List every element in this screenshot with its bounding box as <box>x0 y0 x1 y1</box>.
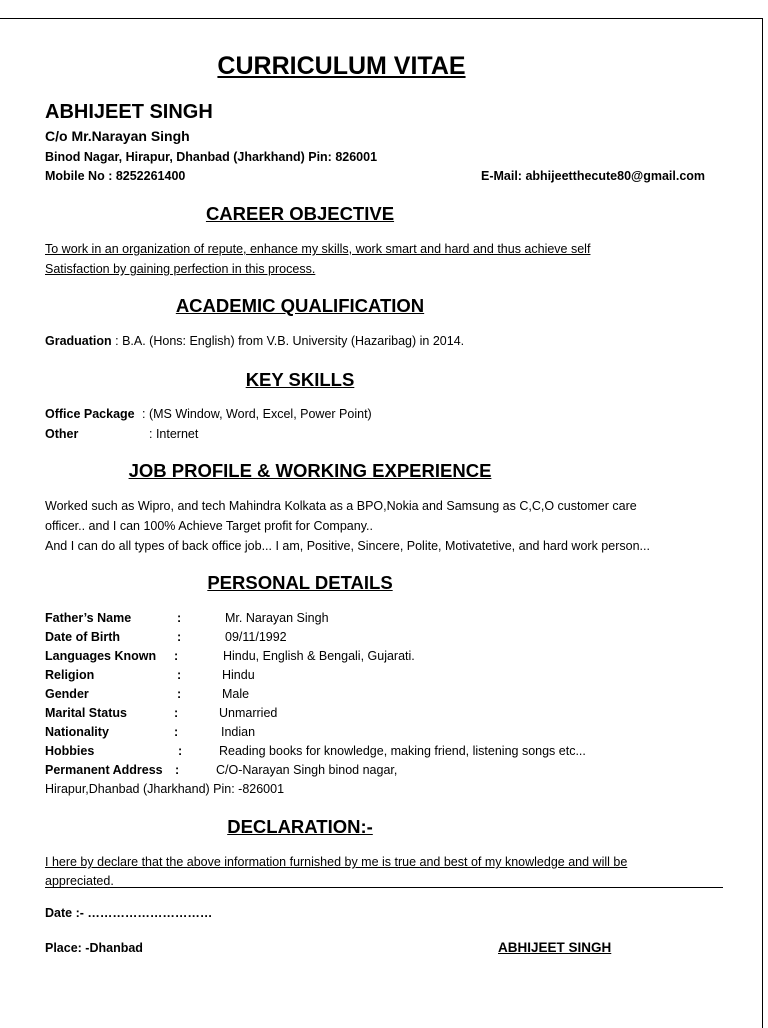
skill-value: : Internet <box>149 427 199 441</box>
detail-colon: : <box>177 630 182 644</box>
job-profile-heading: JOB PROFILE & WORKING EXPERIENCE <box>128 460 492 481</box>
place-field: Place: -Dhanbad <box>45 941 143 955</box>
address-continuation: Hirapur,Dhanbad (Jharkhand) Pin: -826001 <box>45 782 285 796</box>
experience-line-1: Worked such as Wipro, and tech Mahindra Kolkata as a BPO,Nokia and Samsung as C,C,O customer care <box>45 499 637 513</box>
detail-colon: : <box>175 763 180 777</box>
detail-colon: : <box>174 649 179 663</box>
key-skills-heading: KEY SKILLS <box>245 369 355 390</box>
detail-colon: : <box>177 687 182 701</box>
detail-colon: : <box>174 706 179 720</box>
detail-value: C/O-Narayan Singh binod nagar, <box>216 763 398 777</box>
signature-name: ABHIJEET SINGH <box>498 940 612 955</box>
detail-label: Father’s Name <box>45 611 132 625</box>
detail-colon: : <box>174 725 179 739</box>
detail-label: Marital Status <box>45 706 127 720</box>
detail-label: Languages Known <box>45 649 157 663</box>
detail-value: Reading books for knowledge, making friend, listening songs etc... <box>219 744 586 758</box>
mobile-number: Mobile No : 8252261400 <box>45 169 186 183</box>
detail-value: 09/11/1992 <box>225 630 287 644</box>
personal-details-heading: PERSONAL DETAILS <box>207 572 393 593</box>
detail-colon: : <box>177 611 182 625</box>
graduation-row <box>45 334 464 348</box>
detail-colon: : <box>177 668 182 682</box>
detail-label: Religion <box>45 668 95 682</box>
detail-value: Unmarried <box>219 706 278 720</box>
detail-value: Indian <box>221 725 256 739</box>
declaration-rule <box>45 887 723 888</box>
detail-label: Permanent Address <box>45 763 163 777</box>
detail-label: Date of Birth <box>45 630 120 644</box>
skill-label: Other <box>45 427 79 441</box>
detail-value: Hindu, English & Bengali, Gujarati. <box>223 649 415 663</box>
date-field: Date :- ………………………… <box>45 906 213 920</box>
detail-value: Mr. Narayan Singh <box>225 611 329 625</box>
academic-qualification-heading: ACADEMIC QUALIFICATION <box>175 295 425 316</box>
address: Binod Nagar, Hirapur, Dhanbad (Jharkhand) Pin: 826001 <box>45 150 378 164</box>
detail-colon: : <box>178 744 183 758</box>
graduation-label: Graduation <box>45 334 112 348</box>
detail-value: Hindu <box>222 668 255 682</box>
candidate-name: ABHIJEET SINGH <box>45 101 213 123</box>
declaration-line-1: I here by declare that the above information furnished by me is true and best of my knowledge and will be <box>45 855 628 869</box>
graduation-value: : B.A. (Hons: English) from V.B. University (Hazaribag) in 2014. <box>111 334 465 348</box>
experience-line-2: officer.. and I can 100% Achieve Target profit for Company.. <box>45 519 373 533</box>
career-objective-line-2: Satisfaction by gaining perfection in this process. <box>45 262 316 276</box>
declaration-line-2: appreciated. <box>45 874 114 888</box>
detail-label: Nationality <box>45 725 109 739</box>
experience-line-3: And I can do all types of back office job... I am, Positive, Sincere, Polite, Motivatetive, and hard work person... <box>45 539 650 553</box>
detail-label: Hobbies <box>45 744 95 758</box>
skill-label: Office Package <box>45 407 135 421</box>
detail-value: Male <box>222 687 250 701</box>
care-of: C/o Mr.Narayan Singh <box>45 128 190 144</box>
email: E-Mail: abhijeetthecute80@gmail.com <box>481 169 706 183</box>
document-title: CURRICULUM VITAE <box>217 52 466 80</box>
detail-label: Gender <box>45 687 89 701</box>
career-objective-line-1: To work in an organization of repute, enhance my skills, work smart and hard and thus achieve self <box>45 242 591 256</box>
career-objective-heading: CAREER OBJECTIVE <box>205 203 395 224</box>
declaration-heading: DECLARATION:- <box>227 816 373 837</box>
skill-value: : (MS Window, Word, Excel, Power Point) <box>142 407 372 421</box>
